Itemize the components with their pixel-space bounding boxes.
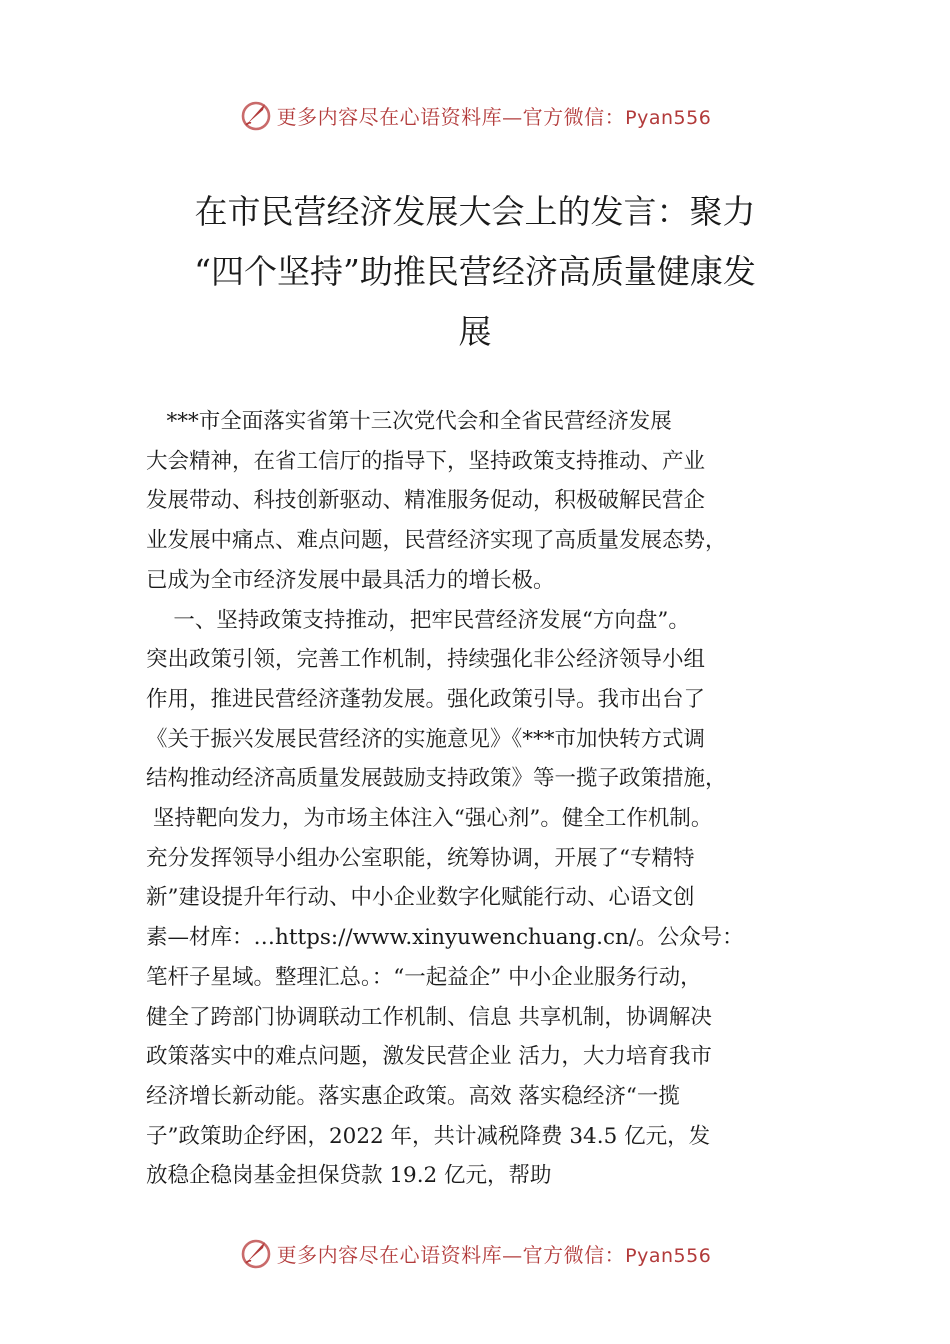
body-line: 笔杆子星域。整理汇总。：“一起益企” 中小企业服务行动，	[146, 964, 702, 990]
body-line: ***市全面落实省第十三次党代会和全省民营经济发展	[146, 409, 672, 434]
body-line: 健全了跨部门协调联动工作机制、信息 共享机制，协调解决	[146, 1004, 712, 1030]
body-line: 新”建设提升年行动、中小企业数字化赋能行动、心语文创	[146, 885, 695, 911]
brush-logo-icon	[239, 1236, 273, 1270]
header-banner-wechat: Pyan556	[625, 106, 712, 129]
footer-banner-wechat: Pyan556	[625, 1244, 712, 1267]
header-banner-inner	[239, 98, 712, 132]
body-line: 《关于振兴发展民营经济的实施意见》《***市加快转方式调	[146, 726, 706, 752]
footer-banner-inner	[239, 1236, 712, 1270]
body-line: 一、坚持政策支持推动，把牢民营经济发展“方向盘”。	[146, 607, 690, 633]
footer-banner-label: 更多内容尽在心语资料库—官方微信：	[276, 1242, 626, 1267]
body-line: 子”政策助企纾困，2022 年，共计减税降费 34.5 亿元，发	[146, 1123, 711, 1149]
body-line: 已成为全市经济发展中最具活力的增长极。	[146, 567, 555, 593]
body-line: 素—材库：…https://www.xinyuwenchuang.cn/。公众号：	[146, 925, 744, 951]
title-line: 展	[458, 312, 492, 351]
body-line: 结构推动经济高质量发展鼓励支持政策》等一揽子政策措施，	[146, 766, 727, 792]
header-banner-text	[277, 101, 712, 130]
title-line: 在市民营经济发展大会上的发言：聚力	[194, 192, 756, 231]
header-banner-label: 更多内容尽在心语资料库—官方微信：	[276, 104, 626, 129]
body-line: 经济增长新动能。落实惠企政策。高效 落实稳经济“一揽	[146, 1083, 680, 1109]
body-line: 坚持靶向发力，为市场主体注入“强心剂”。健全工作机制。	[146, 806, 713, 832]
title-line: “四个坚持”助推民营经济高质量健康发	[194, 252, 756, 291]
body-line: 突出政策引领，完善工作机制，持续强化非公经济领导小组	[146, 647, 706, 673]
footer-banner	[0, 1233, 950, 1273]
document-title	[150, 182, 800, 362]
body-line: 发展带动、科技创新驱动、精准服务促动，积极破解民营企	[146, 488, 706, 514]
body-line: 放稳企稳岗基金担保贷款 19.2 亿元，帮助	[146, 1163, 552, 1189]
body-line: 政策落实中的难点问题，激发民营企业 活力，大力培育我市	[146, 1044, 712, 1070]
body-line: 充分发挥领导小组办公室职能，统筹协调，开展了“专精特	[146, 845, 695, 871]
body-line: 作用，推进民营经济蓬勃发展。强化政策引导。我市出台了	[146, 686, 706, 712]
brush-logo-icon	[239, 98, 273, 132]
footer-banner-text	[277, 1239, 712, 1268]
document-body	[146, 402, 846, 1196]
body-line: 业发展中痛点、难点问题，民营经济实现了高质量发展态势，	[146, 528, 727, 554]
header-banner	[0, 95, 950, 135]
body-line: 大会精神，在省工信厅的指导下，坚持政策支持推动、产业	[146, 448, 706, 474]
